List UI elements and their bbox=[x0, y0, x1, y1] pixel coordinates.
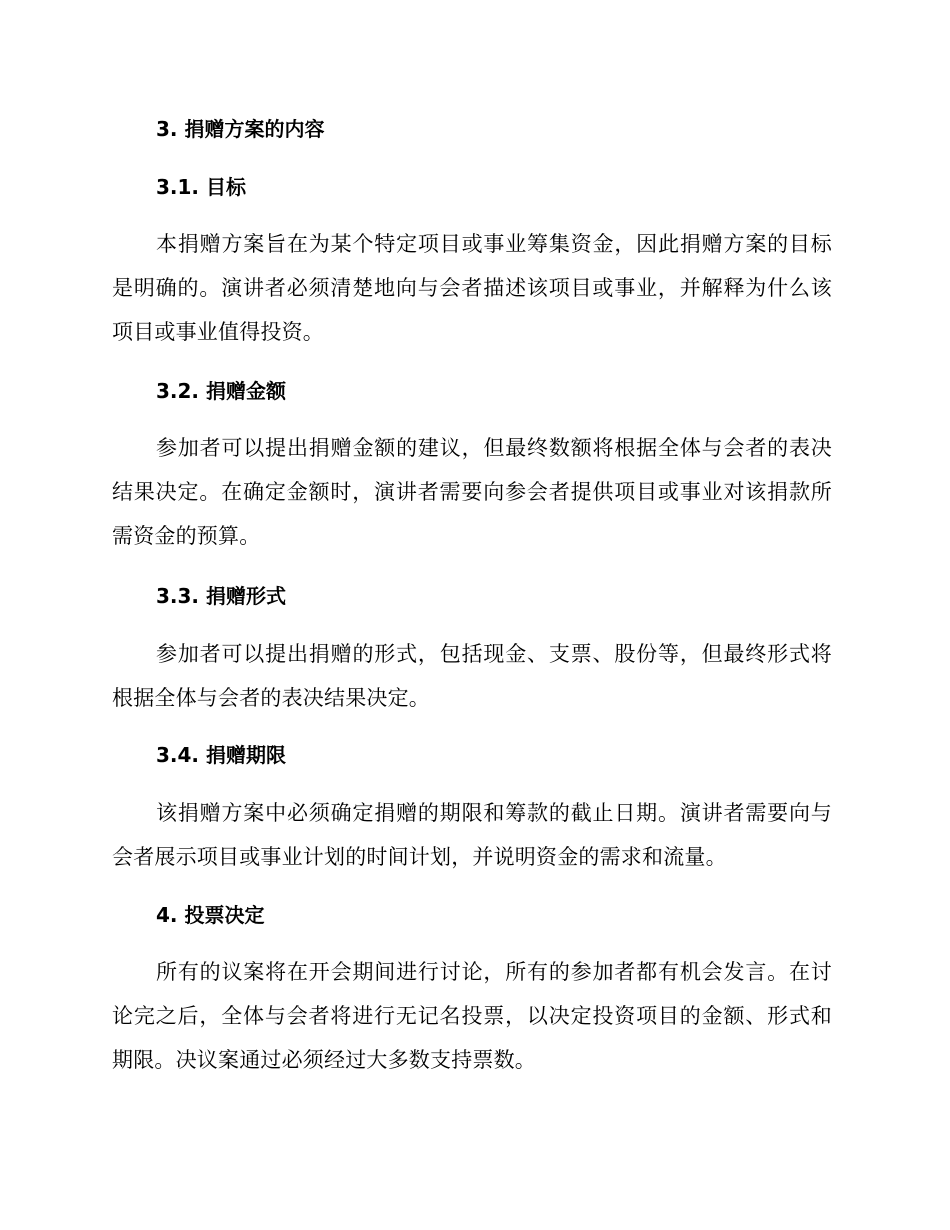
section-3-2 bbox=[112, 377, 832, 405]
section-4-body bbox=[112, 950, 832, 1082]
heading-donation-period: 3.4. 捐赠期限 bbox=[156, 743, 286, 767]
paragraph-donation-amount: 参加者可以提出捐赠金额的建议，但最终数额将根据全体与会者的表决结果决定。在确定金额时，演讲者需要向参会者提供项目或事业对该捐款所需资金的预算。 bbox=[112, 436, 832, 548]
section-3-4-body bbox=[112, 791, 832, 879]
heading-vote-decision: 4. 投票决定 bbox=[156, 903, 265, 927]
heading-goal: 3.1. 目标 bbox=[156, 175, 246, 199]
section-3-1 bbox=[112, 173, 832, 201]
paragraph-donation-period: 该捐赠方案中必须确定捐赠的期限和筹款的截止日期。演讲者需要向与会者展示项目或事业计划的时间计划，并说明资金的需求和流量。 bbox=[112, 801, 832, 869]
section-3-3-body bbox=[112, 632, 832, 720]
section-heading-3 bbox=[112, 115, 832, 143]
section-3-3 bbox=[112, 582, 832, 610]
section-3-4 bbox=[112, 741, 832, 769]
heading-donation-plan-content: 3. 捐赠方案的内容 bbox=[156, 117, 325, 141]
heading-donation-form: 3.3. 捐赠形式 bbox=[156, 584, 286, 608]
section-3-1-body bbox=[112, 222, 832, 354]
paragraph-donation-form: 参加者可以提出捐赠的形式，包括现金、支票、股份等，但最终形式将根据全体与会者的表决结果决定。 bbox=[112, 642, 832, 710]
paragraph-goal: 本捐赠方案旨在为某个特定项目或事业筹集资金，因此捐赠方案的目标是明确的。演讲者必须清楚地向与会者描述该项目或事业，并解释为什么该项目或事业值得投资。 bbox=[112, 232, 832, 344]
section-3-2-body bbox=[112, 426, 832, 558]
section-4 bbox=[112, 901, 832, 929]
heading-donation-amount: 3.2. 捐赠金额 bbox=[156, 379, 286, 403]
paragraph-vote-decision: 所有的议案将在开会期间进行讨论，所有的参加者都有机会发言。在讨论完之后，全体与会者将进行无记名投票，以决定投资项目的金额、形式和期限。决议案通过必须经过大多数支持票数。 bbox=[112, 960, 832, 1072]
